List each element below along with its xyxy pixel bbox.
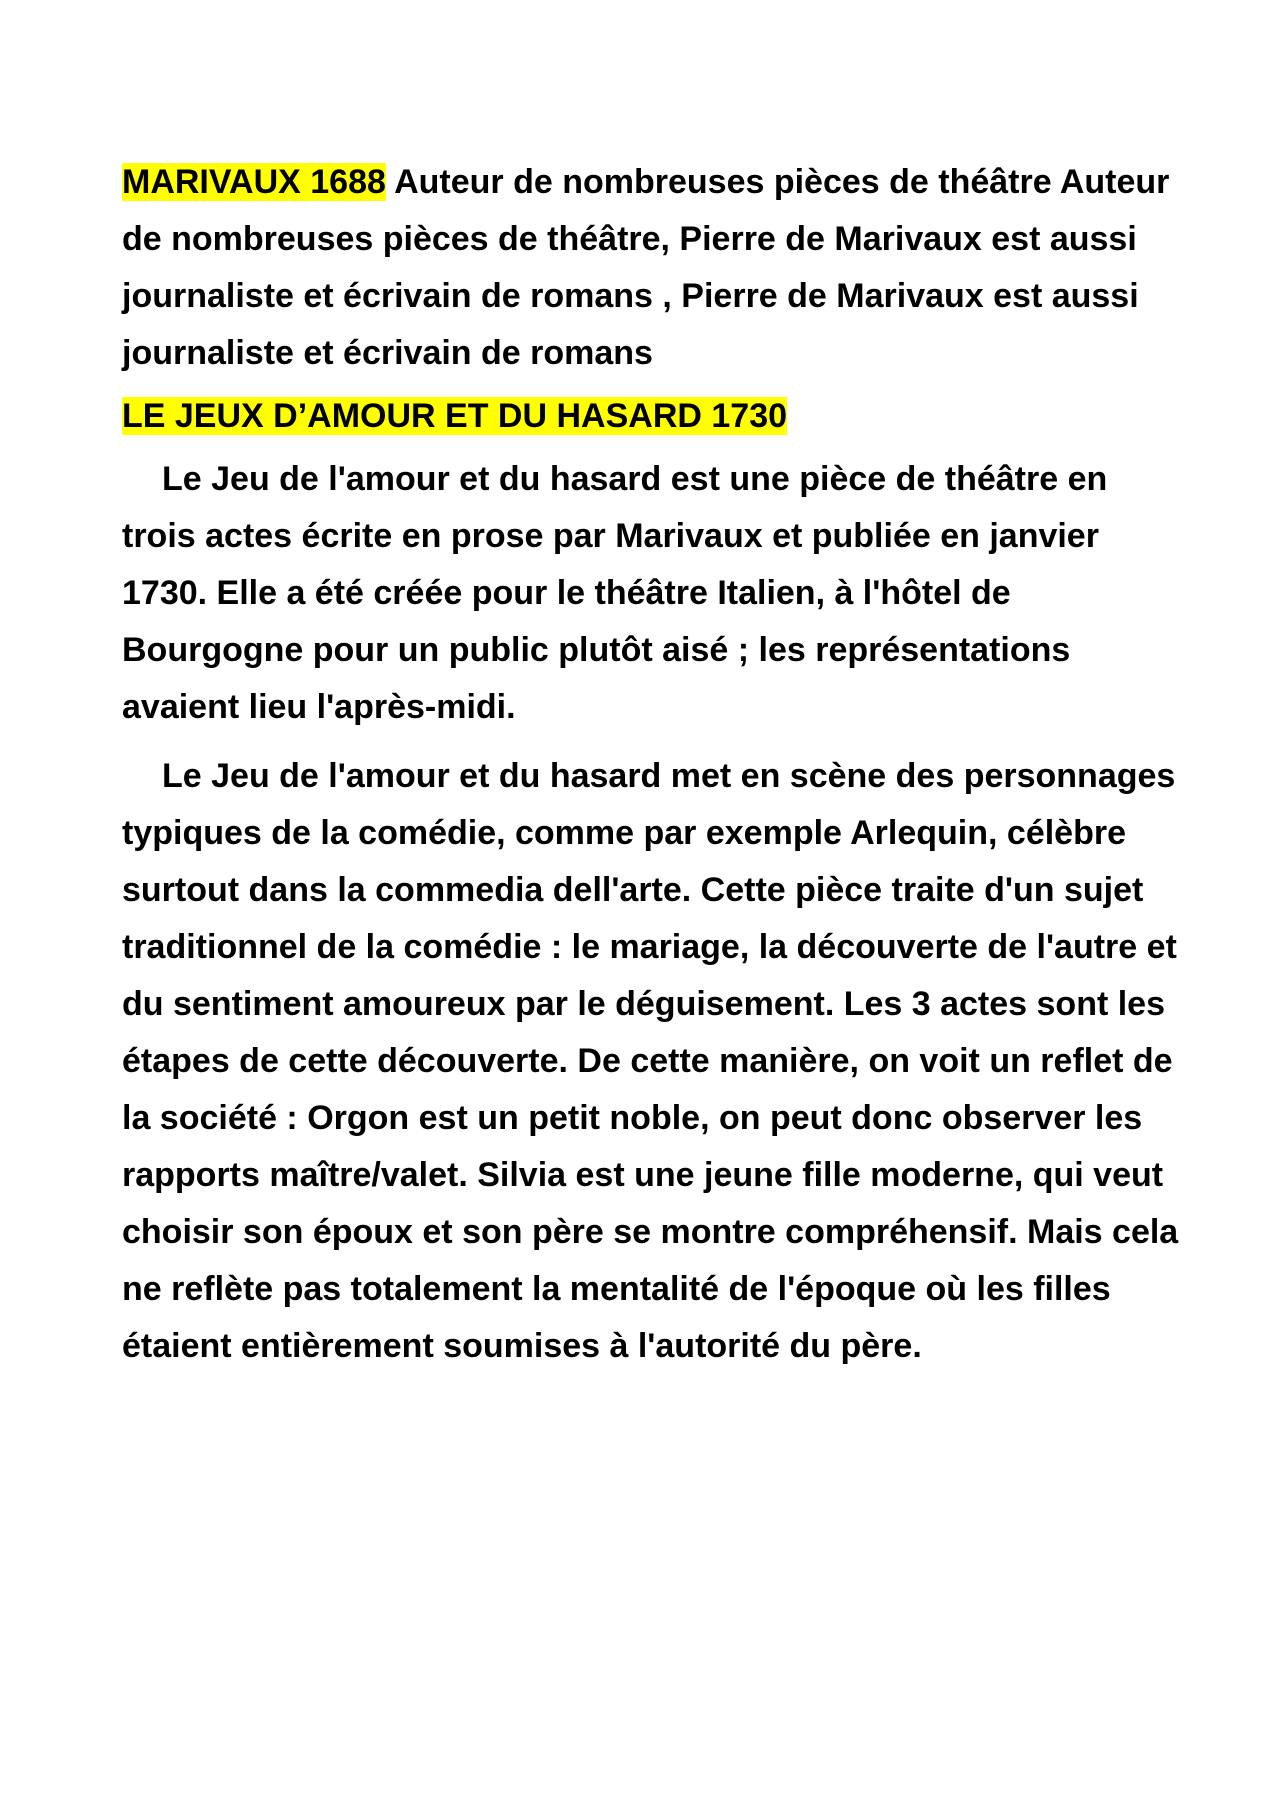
author-highlight: MARIVAUX 1688 xyxy=(122,163,386,201)
play-heading xyxy=(122,388,1182,445)
paragraph-1: Le Jeu de l'amour et du hasard est une pièce de théâtre en trois actes écrite en prose par Marivaux et publiée en janvier 1730. Elle a été créée pour le théâtre Italien, à l'hôtel de Bourgogne pour un public plutôt aisé ; les représentations avaient lieu l'après-midi. xyxy=(122,460,1108,726)
document-page xyxy=(122,154,1182,1375)
intro-paragraph xyxy=(122,154,1182,382)
play-title-highlight: LE JEUX D’AMOUR ET DU HASARD 1730 xyxy=(122,397,788,435)
paragraph-2: Le Jeu de l'amour et du hasard met en scène des personnages typiques de la comédie, comme par exemple Arlequin, célèbre surtout dans la commedia dell'arte. Cette pièce traite d'un sujet traditionnel de la comédie : le mariage, la découverte de l'autre et du sentiment amoureux par le déguisement. Les 3 actes sont les étapes de cette découverte. De cette manière, on voit un reflet de la société : Orgon est un petit noble, on peut donc observer les rapports maître/valet. Silvia est une jeune fille moderne, qui veut choisir son époux et son père se montre compréhensif. Mais cela ne reflète pas totalement la mentalité de l'époque où les filles étaient entièrement soumises à l'autorité du père. xyxy=(122,757,1179,1365)
intro-text: Auteur de nombreuses pièces de théâtre Auteur de nombreuses pièces de théâtre, Pierre de Marivaux est aussi journaliste et écrivain de romans , Pierre de Marivaux est aussi journaliste et écrivain de romans xyxy=(122,163,1170,372)
